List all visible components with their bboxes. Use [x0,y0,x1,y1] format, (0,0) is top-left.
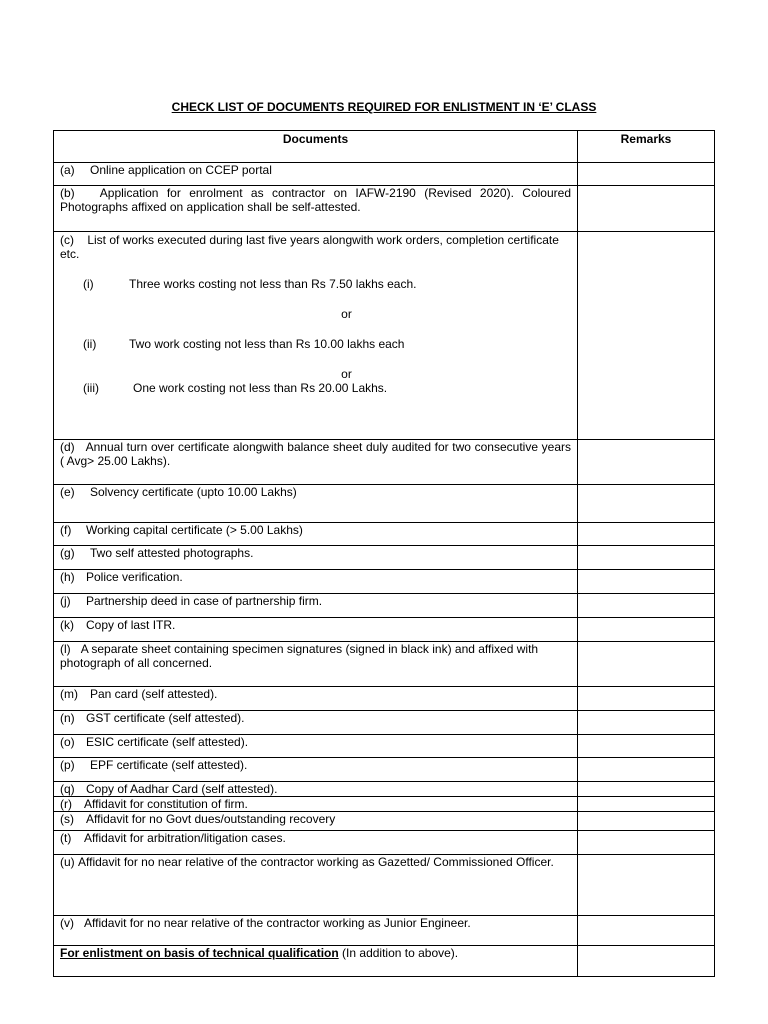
item-text: EPF certificate (self attested). [90,758,248,772]
or-separator: or [341,307,352,321]
sub-item [60,381,571,395]
table-row [54,758,715,782]
item-label: (c) [60,233,74,247]
sub-item-text: Three works costing not less than Rs 7.50 lakhs each. [129,277,417,291]
sub-item-number: (ii) [83,337,97,351]
remarks-cell[interactable] [578,687,715,711]
item-label: (o) [60,735,75,749]
document-item [54,642,578,687]
remarks-cell[interactable] [578,232,715,440]
item-label: (n) [60,711,75,725]
item-label: (a) [60,163,75,177]
item-label: (k) [60,618,74,632]
item-label: (h) [60,570,75,584]
document-item [54,758,578,782]
remarks-cell[interactable] [578,163,715,186]
document-item [54,687,578,711]
remarks-cell[interactable] [578,855,715,916]
item-text: GST certificate (self attested). [86,711,245,725]
table-row [54,546,715,570]
sub-item-number: (iii) [83,381,99,395]
table-row [54,570,715,594]
item-text: Pan card (self attested). [90,687,218,701]
item-text: Affidavit for constitution of firm. [84,797,248,811]
remarks-cell[interactable] [578,797,715,812]
remarks-cell[interactable] [578,523,715,546]
remarks-cell[interactable] [578,570,715,594]
item-text: Copy of last ITR. [86,618,176,632]
table-row [54,163,715,186]
item-label: (u) [60,855,75,869]
item-text: Copy of Aadhar Card (self attested). [86,782,278,796]
item-label: (b) [60,186,75,200]
table-row [54,711,715,735]
technical-qualification-note [54,946,578,977]
table-row [54,523,715,546]
remarks-cell[interactable] [578,711,715,735]
remarks-cell[interactable] [578,782,715,797]
remarks-cell[interactable] [578,946,715,977]
item-label: (q) [60,782,75,796]
document-item [54,797,578,812]
table-row [54,618,715,642]
item-text: Affidavit for no near relative of the contractor working as Junior Engineer. [84,916,471,930]
document-item [54,232,578,440]
item-text: Affidavit for no near relative of the contractor working as Gazetted/ Commissioned Officer. [78,855,554,869]
document-item [54,485,578,523]
item-text: ESIC certificate (self attested). [86,735,249,749]
item-label: (d) [60,440,75,454]
remarks-cell[interactable] [578,812,715,831]
document-item [54,163,578,186]
item-label: (m) [60,687,78,701]
table-row [54,855,715,916]
item-label: (t) [60,831,72,845]
item-text: A separate sheet containing specimen signatures (signed in black ink) and affixed with photograph of all concerned. [60,642,539,670]
document-item [54,831,578,855]
table-row [54,782,715,797]
document-item [54,782,578,797]
item-text: Affidavit for no Govt dues/outstanding recovery [86,812,336,826]
remarks-cell[interactable] [578,485,715,523]
table-row [54,687,715,711]
item-label: (g) [60,546,75,560]
table-row [54,812,715,831]
table-row [54,485,715,523]
document-item [54,855,578,916]
item-label: (f) [60,523,72,537]
item-text: Application for enrolment as contractor on IAFW-2190 (Revised 2020). Coloured Photographs affixed on application shall be self-attested. [60,186,571,214]
document-item [54,916,578,946]
remarks-cell[interactable] [578,916,715,946]
item-text: Solvency certificate (upto 10.00 Lakhs) [90,485,297,499]
document-item [54,812,578,831]
remarks-cell[interactable] [578,594,715,618]
table-row [54,232,715,440]
document-item [54,711,578,735]
item-text: Police verification. [86,570,183,584]
item-label: (v) [60,916,74,930]
document-item [54,546,578,570]
sub-item [60,337,571,351]
item-text: Affidavit for arbitration/litigation cases. [84,831,286,845]
checklist-table [53,130,715,977]
document-item [54,523,578,546]
remarks-cell[interactable] [578,831,715,855]
item-label: (l) [60,642,71,656]
item-text: Partnership deed in case of partnership firm. [86,594,323,608]
document-title: CHECK LIST OF DOCUMENTS REQUIRED FOR ENLISTMENT IN ‘E’ CLASS [171,100,597,114]
documents-header: Documents [54,131,578,163]
document-item [54,440,578,485]
remarks-cell[interactable] [578,758,715,782]
sub-item [60,277,571,291]
table-row [54,440,715,485]
remarks-cell[interactable] [578,642,715,687]
technical-qualification-heading: For enlistment on basis of technical qualification [60,946,339,960]
table-row [54,642,715,687]
table-row [54,735,715,758]
remarks-header: Remarks [578,131,715,163]
item-label: (r) [60,797,72,811]
sub-item-number: (i) [83,277,94,291]
remarks-cell[interactable] [578,440,715,485]
item-text: Working capital certificate (> 5.00 Lakhs) [86,523,303,537]
table-header-row [54,131,715,163]
item-text: Two self attested photographs. [90,546,254,560]
sub-item-text: Two work costing not less than Rs 10.00 lakhs each [129,337,405,351]
remarks-cell[interactable] [578,546,715,570]
remarks-cell[interactable] [578,735,715,758]
table-row [54,916,715,946]
table-row [54,797,715,812]
item-text: Annual turn over certificate alongwith balance sheet duly audited for two consecutive years ( Avg> 25.00 Lakhs). [60,440,571,468]
item-label: (j) [60,594,71,608]
technical-qualification-suffix: (In addition to above). [338,946,459,960]
document-item [54,618,578,642]
item-text: Online application on CCEP portal [90,163,272,177]
table-row [54,186,715,232]
item-label: (e) [60,485,75,499]
sub-item-text: One work costing not less than Rs 20.00 Lakhs. [133,381,388,395]
remarks-cell[interactable] [578,186,715,232]
or-separator: or [341,367,352,381]
table-row [54,946,715,977]
document-item [54,735,578,758]
table-row [54,594,715,618]
item-label: (s) [60,812,74,826]
remarks-cell[interactable] [578,618,715,642]
document-item [54,594,578,618]
item-text: List of works executed during last five years alongwith work orders, completion certificate etc. [60,233,559,261]
document-item [54,186,578,232]
document-item [54,570,578,594]
table-row [54,831,715,855]
item-label: (p) [60,758,75,772]
